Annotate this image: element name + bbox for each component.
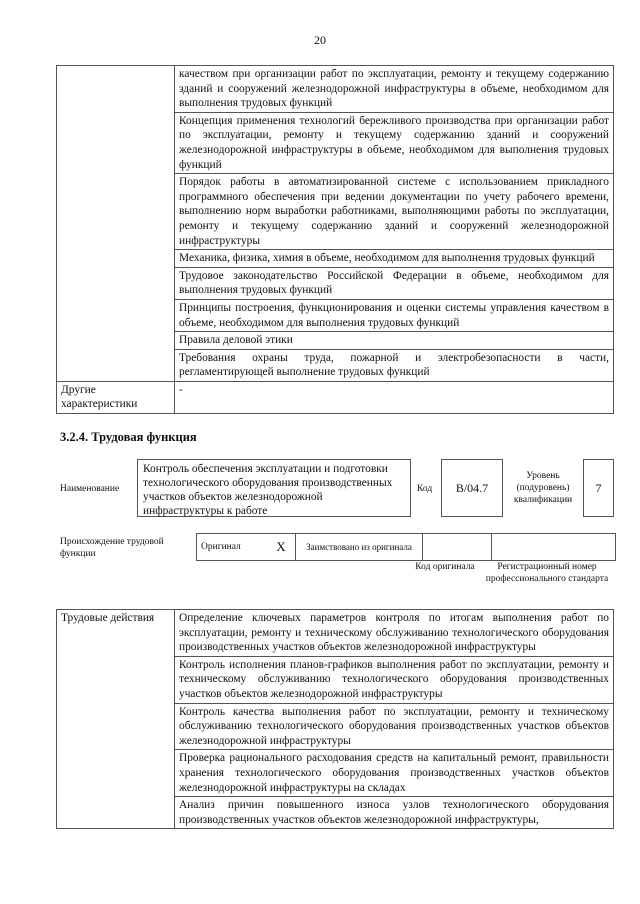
row-text: Проверка рационального расходования средств на капитальный ремонт, правильности хранения технологического оборудования производственных участков объектов железнодорожной инфраструктуры на складах <box>175 750 614 797</box>
origin-reg-caption: Регистрационный номер профессионального стандарта <box>485 562 609 584</box>
table-row <box>57 750 614 797</box>
table-row <box>57 797 614 829</box>
row-text: Определение ключевых параметров контроля по итогам выполнения работ по эксплуатации, ремонту и техническому обслуживанию технологического оборудования производственных участков объектов железнодорожной инфраструктуры <box>175 610 614 657</box>
level-value-box: 7 <box>583 459 614 517</box>
row-text: Требования охраны труда, пожарной и электробезопасности в части, регламентирующей выполнение трудовых функций <box>175 349 614 381</box>
row-label <box>57 703 175 750</box>
table-row <box>57 250 614 268</box>
row-text: Правила деловой этики <box>175 332 614 350</box>
row-text: Трудовое законодательство Российской Федерации в объеме, необходимом для выполнения трудовых функций <box>175 267 614 299</box>
code-value-box: B/04.7 <box>441 459 503 517</box>
labor-actions-table <box>56 609 614 829</box>
table-row <box>57 112 614 173</box>
page-number: 20 <box>314 33 326 47</box>
level-label: Уровень (подуровень) квалификации <box>513 471 573 505</box>
row-label <box>57 349 175 381</box>
name-label: Наименование <box>60 484 120 494</box>
row-text: Контроль качества выполнения работ по эксплуатации, ремонту и техническому обслуживанию технологического оборудования производственных участков объектов железнодорожной инфраструктуры <box>175 703 614 750</box>
origin-label: Происхождение трудовой функции <box>60 537 164 559</box>
row-label <box>57 174 175 250</box>
table-row <box>57 66 614 113</box>
row-label <box>57 656 175 703</box>
row-text: Механика, физика, химия в объеме, необходимом для выполнения трудовых функций <box>175 250 614 268</box>
row-label <box>57 750 175 797</box>
section-heading: 3.2.4. Трудовая функция <box>60 430 197 444</box>
origin-reg-cell <box>492 534 616 561</box>
table-row <box>57 332 614 350</box>
origin-code-caption: Код оригинала <box>415 562 475 572</box>
table-row <box>57 174 614 250</box>
knowledge-table <box>56 65 614 414</box>
origin-mark: X <box>267 534 296 561</box>
table-row <box>57 267 614 299</box>
origin-code-cell <box>423 534 492 561</box>
table-row <box>57 299 614 331</box>
table-row <box>57 610 614 657</box>
row-text: Анализ причин повышенного износа узлов технологического оборудования производственных участков объектов железнодорожной инфраструктуры, <box>175 797 614 829</box>
table-row <box>57 349 614 381</box>
row-label <box>57 66 175 113</box>
row-text: Порядок работы в автоматизированной системе с использованием прикладного программного обеспечения при ведении документации по учету рабочего времени, выполнению норм выработки работниками, выполняющими работы по эксплуатации, ремонту и текущему содержанию зданий и сооружений железнодорожной инфраструктуры <box>175 174 614 250</box>
table-row <box>57 656 614 703</box>
origin-original: Оригинал <box>197 534 268 561</box>
row-label <box>57 250 175 268</box>
row-label: Другие характеристики <box>57 381 175 413</box>
row-label: Трудовые действия <box>57 610 175 657</box>
code-label: Код <box>417 484 433 494</box>
row-text: - <box>175 381 614 413</box>
table-row <box>57 703 614 750</box>
row-label <box>57 797 175 829</box>
row-label <box>57 299 175 331</box>
row-text: качеством при организации работ по эксплуатации, ремонту и текущему содержанию зданий и сооружений железнодорожной инфраструктуры в объеме, необходимом для выполнения трудовых функций <box>175 66 614 113</box>
origin-borrowed: Заимствовано из оригинала <box>296 534 423 561</box>
table-row <box>57 381 614 413</box>
row-text: Концепция применения технологий бережливого производства при организации работ по эксплуатации, ремонту и текущему содержанию зданий и сооружений железнодорожной инфраструктуры в объеме, необходимом для выполнения трудовых функций <box>175 112 614 173</box>
row-text: Контроль исполнения планов-графиков выполнения работ по эксплуатации, ремонту и техническому обслуживанию технологического оборудования производственных участков объектов железнодорожной инфраструктуры <box>175 656 614 703</box>
row-label <box>57 332 175 350</box>
function-name-box: Контроль обеспечения эксплуатации и подготовки технологического оборудования производственных участков объектов железнодорожной инфраструктуры к работе <box>137 459 411 517</box>
row-text: Принципы построения, функционирования и оценки системы управления качеством в объеме, необходимом для выполнения трудовых функций <box>175 299 614 331</box>
row-label <box>57 267 175 299</box>
origin-table <box>196 533 616 561</box>
row-label <box>57 112 175 173</box>
